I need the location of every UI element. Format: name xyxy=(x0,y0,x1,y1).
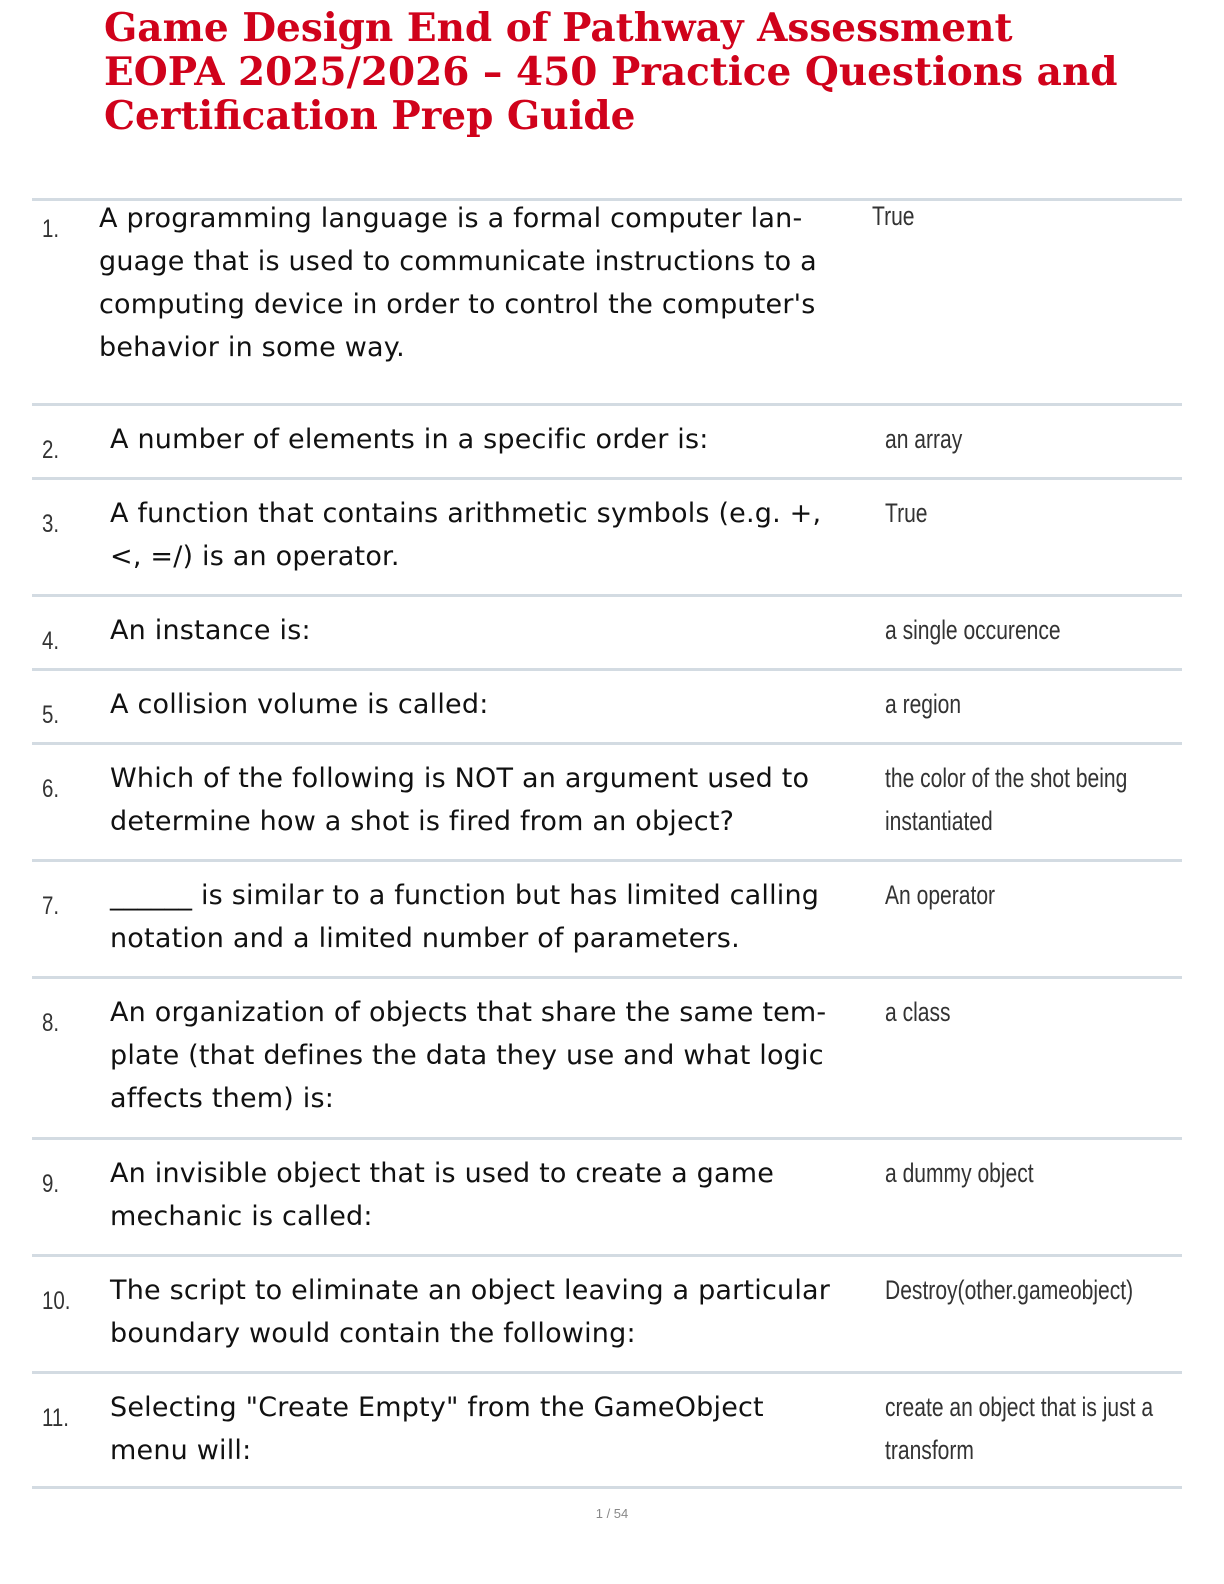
question-text xyxy=(110,1152,880,1238)
question-line: <, =/) is an operator. xyxy=(110,541,400,572)
question-answer-list xyxy=(32,198,1182,1489)
question-line: Which of the following is NOT an argument used to xyxy=(110,763,810,794)
answer-text xyxy=(872,195,1106,238)
question-line: A number of elements in a specific order is: xyxy=(110,424,709,455)
answer-line: An operator xyxy=(885,880,996,910)
question-number: 7. xyxy=(42,892,60,920)
question-row xyxy=(32,1137,1182,1254)
question-text xyxy=(110,1386,880,1472)
answer-line: an array xyxy=(885,424,963,454)
question-line: affects them) is: xyxy=(110,1083,335,1114)
answer-line: instantiated xyxy=(885,806,993,836)
answer-line: create an object that is just a xyxy=(885,1392,1154,1422)
question-number: 6. xyxy=(42,775,60,803)
answer-text xyxy=(885,492,1119,535)
question-number: 1. xyxy=(42,215,60,243)
question-line: An organization of objects that share the same tem- xyxy=(110,997,827,1028)
question-text xyxy=(99,197,869,369)
question-row xyxy=(32,1254,1182,1371)
question-line: guage that is used to communicate instructions to a xyxy=(99,246,817,277)
question-number: 9. xyxy=(42,1170,60,1198)
answer-line: Destroy(other.gameobject) xyxy=(885,1275,1134,1305)
question-row xyxy=(32,859,1182,976)
answer-line: a dummy object xyxy=(885,1158,1034,1188)
answer-text xyxy=(885,1386,1154,1472)
question-text xyxy=(110,609,880,652)
answer-text xyxy=(885,418,1119,461)
page-indicator: 1 / 54 xyxy=(595,1506,629,1521)
question-number: 11. xyxy=(42,1404,69,1432)
question-text xyxy=(110,757,880,843)
question-number: 5. xyxy=(42,701,60,729)
question-text xyxy=(110,683,880,726)
question-text xyxy=(110,492,880,578)
question-line: Selecting "Create Empty" from the GameObject xyxy=(110,1392,764,1423)
title-line: Certification Prep Guide xyxy=(104,93,636,139)
answer-text xyxy=(885,874,1119,917)
question-line: mechanic is called: xyxy=(110,1201,373,1232)
question-line: ______ is similar to a function but has limited calling xyxy=(110,880,820,911)
answer-text xyxy=(885,1152,1119,1195)
answer-text xyxy=(885,991,1119,1034)
question-line: behavior in some way. xyxy=(99,332,405,363)
question-text xyxy=(110,874,880,960)
question-number: 2. xyxy=(42,436,60,464)
question-line: A function that contains arithmetic symbols (e.g. +, xyxy=(110,498,822,529)
question-line: A programming language is a formal computer lan- xyxy=(99,203,803,234)
question-row xyxy=(32,403,1182,477)
question-row xyxy=(32,668,1182,742)
answer-text xyxy=(885,609,1119,652)
question-line: An instance is: xyxy=(110,615,311,646)
question-line: plate (that defines the data they use and what logic xyxy=(110,1040,824,1071)
question-row xyxy=(32,1371,1182,1489)
question-row xyxy=(32,198,1182,403)
question-line: computing device in order to control the computer's xyxy=(99,289,816,320)
question-row xyxy=(32,976,1182,1137)
answer-text xyxy=(885,1269,1134,1312)
answer-text xyxy=(885,683,1119,726)
question-text xyxy=(110,1269,880,1355)
answer-text xyxy=(885,757,1128,843)
question-row xyxy=(32,477,1182,594)
question-number: 3. xyxy=(42,510,60,538)
question-number: 10. xyxy=(42,1287,71,1315)
title-line: EOPA 2025/2026 – 450 Practice Questions and xyxy=(104,49,1118,95)
answer-line: a class xyxy=(885,997,951,1027)
answer-line: the color of the shot being xyxy=(885,763,1128,793)
title-line: Game Design End of Pathway Assessment xyxy=(104,5,1013,51)
answer-line: transform xyxy=(885,1435,974,1465)
question-line: notation and a limited number of parameters. xyxy=(110,923,740,954)
question-line: menu will: xyxy=(110,1435,252,1466)
question-number: 8. xyxy=(42,1009,60,1037)
answer-line: a single occurence xyxy=(885,615,1061,645)
document-title xyxy=(104,6,1204,138)
question-line: An invisible object that is used to create a game xyxy=(110,1158,775,1189)
question-line: The script to eliminate an object leaving a particular xyxy=(110,1275,831,1306)
question-line: A collision volume is called: xyxy=(110,689,489,720)
question-text xyxy=(110,418,880,461)
question-number: 4. xyxy=(42,627,60,655)
question-text xyxy=(110,991,880,1120)
answer-line: a region xyxy=(885,689,962,719)
question-row xyxy=(32,594,1182,668)
answer-line: True xyxy=(885,498,928,528)
question-line: determine how a shot is fired from an object? xyxy=(110,806,735,837)
answer-line: True xyxy=(872,201,915,231)
question-row xyxy=(32,742,1182,859)
question-line: boundary would contain the following: xyxy=(110,1318,636,1349)
